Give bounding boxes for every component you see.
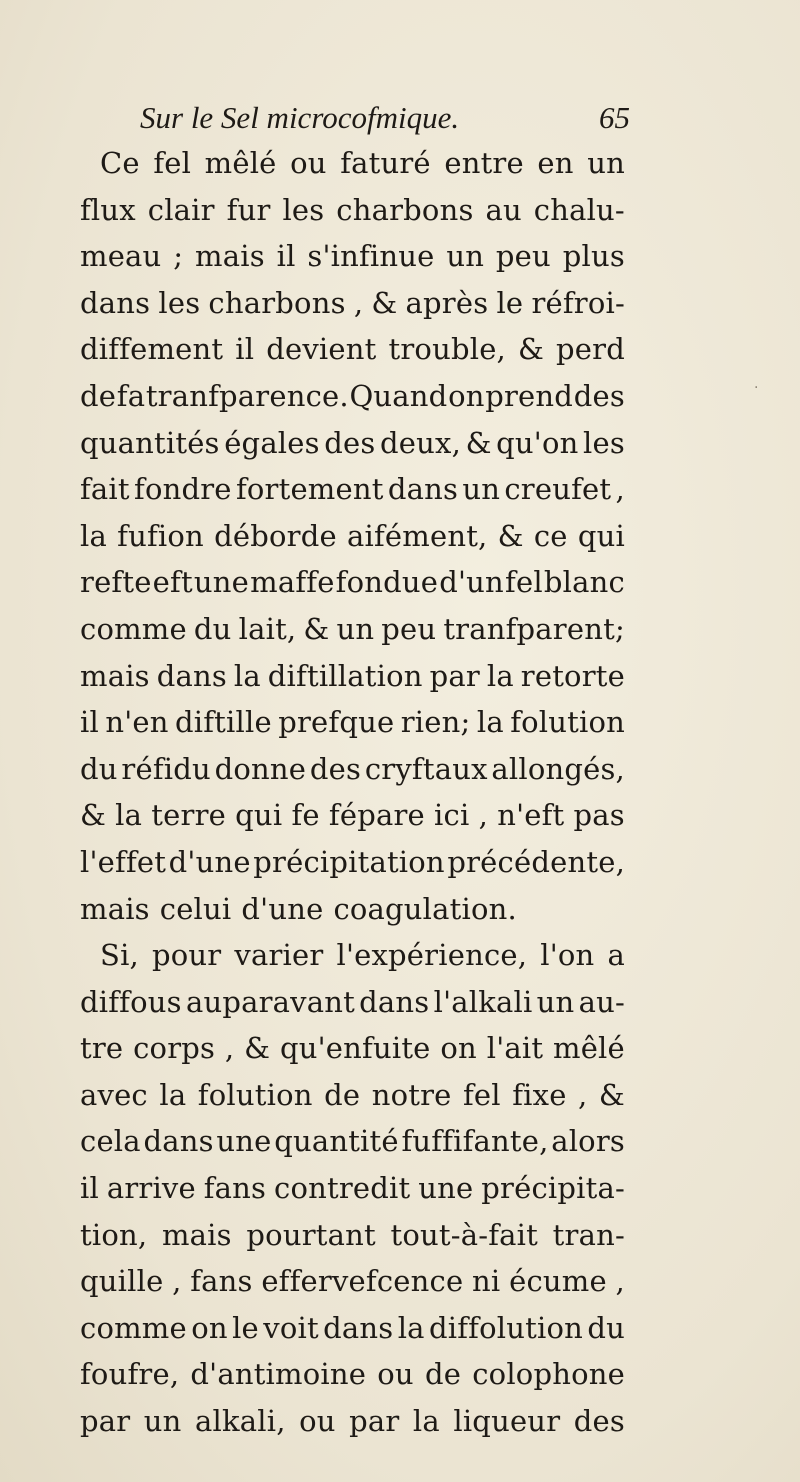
- word: folution: [510, 705, 625, 740]
- text-line: [80, 559, 625, 606]
- word: ,: [578, 1077, 588, 1112]
- text-line: [80, 1212, 625, 1259]
- text-line: [80, 653, 625, 700]
- word: fondue: [335, 565, 439, 600]
- word: retorte: [520, 658, 625, 693]
- text-line: [80, 1305, 625, 1352]
- word: peu: [381, 611, 437, 646]
- word: la: [233, 658, 261, 693]
- word: dans: [359, 984, 430, 1019]
- word: peu: [495, 239, 551, 274]
- word: fel: [505, 565, 543, 600]
- word: l'effet: [80, 844, 167, 879]
- word: allongés,: [491, 751, 625, 786]
- word: ce: [533, 518, 568, 553]
- text-line: [80, 187, 625, 234]
- word: après: [405, 285, 489, 320]
- word: du: [587, 1310, 625, 1345]
- word: refte: [80, 565, 152, 600]
- word: on: [448, 378, 485, 413]
- word: tranfparence.: [145, 378, 349, 413]
- word: des: [309, 751, 362, 786]
- word: d'une: [241, 891, 324, 926]
- word: diffolution: [429, 1310, 583, 1345]
- word: ou: [290, 146, 327, 180]
- word: ici: [434, 798, 470, 833]
- word: donne: [214, 751, 307, 786]
- word: le: [496, 285, 524, 320]
- word: &: [465, 425, 492, 460]
- word: comme: [80, 611, 187, 646]
- word: Si,: [100, 938, 139, 973]
- word: &: [80, 798, 107, 833]
- word: liqueur: [453, 1404, 561, 1439]
- word: fans: [190, 1264, 253, 1299]
- word: cryftaux: [364, 751, 488, 786]
- word: clair: [147, 192, 215, 227]
- word: la: [159, 1077, 187, 1112]
- text-line: [80, 746, 625, 793]
- word: une: [216, 1124, 272, 1159]
- word: déborde: [214, 518, 337, 553]
- word: on: [191, 1310, 228, 1345]
- word: auparavant: [185, 984, 355, 1019]
- word: foufre,: [80, 1357, 180, 1392]
- word: lait,: [238, 611, 297, 646]
- text-line: [80, 326, 625, 373]
- word: fe: [291, 798, 320, 833]
- word: faturé: [340, 146, 431, 180]
- word: fondre: [134, 472, 232, 507]
- word: diffous: [80, 984, 182, 1019]
- word: ou: [299, 1404, 336, 1439]
- word: qui: [235, 798, 283, 833]
- word: alors: [551, 1124, 625, 1159]
- word: ;: [173, 239, 184, 274]
- word: a: [607, 938, 625, 973]
- word: qu'on: [496, 425, 579, 460]
- word: les: [158, 285, 201, 320]
- word: il: [235, 332, 255, 367]
- word: mais: [161, 1217, 232, 1252]
- text-line: [80, 233, 625, 280]
- word: pourtant: [246, 1217, 376, 1252]
- text-line: [80, 373, 625, 420]
- word: égales: [224, 425, 320, 460]
- text-line: [80, 466, 625, 513]
- word: prefque: [278, 705, 395, 740]
- running-head: Sur le Sel microcofmique.: [140, 100, 460, 135]
- word: mais: [80, 891, 150, 926]
- word: &: [303, 611, 330, 646]
- word: la: [115, 798, 143, 833]
- word: du: [80, 751, 118, 786]
- word: perd: [556, 332, 625, 367]
- word: écume: [509, 1264, 607, 1299]
- word: ni: [472, 1264, 501, 1299]
- text-line: [80, 979, 625, 1026]
- word: coagulation.: [333, 891, 517, 926]
- word: le: [232, 1310, 259, 1345]
- word: précédente,: [447, 844, 625, 879]
- word: mêlé: [553, 1031, 625, 1066]
- word: dans: [156, 658, 227, 693]
- word: mais: [80, 658, 150, 693]
- word: notre: [371, 1077, 452, 1112]
- word: ,: [615, 472, 625, 507]
- word: Ce: [100, 146, 140, 180]
- word: précipita-: [481, 1171, 625, 1206]
- word: folution: [197, 1077, 313, 1112]
- word: fur: [226, 192, 271, 227]
- word: diftille: [175, 705, 272, 740]
- word: des: [573, 1404, 625, 1439]
- word: un: [143, 1404, 182, 1439]
- word: celui: [159, 891, 232, 926]
- word: dans: [80, 285, 151, 320]
- word: l'ait: [486, 1031, 544, 1066]
- word: par: [429, 658, 480, 693]
- word: devient: [266, 332, 377, 367]
- word: la: [397, 1310, 425, 1345]
- text-line: [80, 1118, 625, 1165]
- text-line: [80, 606, 625, 653]
- text-line: [80, 1165, 625, 1212]
- word: l'on: [540, 938, 595, 973]
- word: par: [80, 1404, 131, 1439]
- word: la: [412, 1404, 440, 1439]
- paper-speck: ·: [754, 380, 759, 396]
- word: en: [537, 146, 574, 180]
- word: fépare: [328, 798, 425, 833]
- word: effervefcence: [261, 1264, 464, 1299]
- word: qu'enfuite: [279, 1031, 431, 1066]
- word: Quand: [349, 378, 448, 413]
- text-line: [80, 1072, 625, 1119]
- word: de: [424, 1357, 462, 1392]
- page-number: 65: [599, 100, 630, 135]
- word: des: [573, 378, 625, 413]
- word: maffe: [250, 565, 335, 600]
- word: charbons: [336, 192, 474, 227]
- word: l'alkali: [433, 984, 533, 1019]
- word: de: [80, 378, 117, 413]
- word: entre: [444, 146, 524, 180]
- word: &: [598, 1077, 625, 1112]
- word: varier: [234, 938, 324, 973]
- word: un: [536, 984, 575, 1019]
- word: meau: [80, 239, 162, 274]
- word: on: [440, 1031, 477, 1066]
- word: un: [446, 239, 485, 274]
- word: diftillation: [267, 658, 423, 693]
- word: ,: [615, 1264, 625, 1299]
- word: réfidu: [121, 751, 211, 786]
- word: la: [80, 518, 107, 553]
- word: au-: [578, 984, 625, 1019]
- word: il: [276, 239, 296, 274]
- word: &: [497, 518, 524, 553]
- word: mais: [195, 239, 265, 274]
- page-header: [140, 100, 630, 144]
- word: quantité: [274, 1124, 399, 1159]
- word: charbons: [208, 285, 346, 320]
- word: ,: [478, 798, 489, 833]
- word: &: [371, 285, 398, 320]
- word: &: [244, 1031, 271, 1066]
- word: dans: [323, 1310, 394, 1345]
- word: mêlé: [204, 146, 277, 180]
- word: tout-à-fait: [390, 1217, 538, 1252]
- word: des: [324, 425, 376, 460]
- text-line: [80, 1025, 625, 1072]
- word: fait: [80, 472, 130, 507]
- word: au: [485, 192, 522, 227]
- word: fixe: [512, 1077, 567, 1112]
- word: du: [193, 611, 232, 646]
- word: s'infinue: [307, 239, 435, 274]
- word: colophone: [472, 1357, 625, 1392]
- word: corps: [133, 1031, 216, 1066]
- word: qui: [577, 518, 625, 553]
- word: un: [462, 472, 501, 507]
- word: précipitation: [253, 844, 445, 879]
- word: deux,: [380, 425, 462, 460]
- word: il: [80, 1171, 99, 1206]
- word: dans: [387, 472, 459, 507]
- text-line: [80, 420, 625, 467]
- word: quille: [80, 1264, 164, 1299]
- word: tre: [80, 1031, 124, 1066]
- word: plus: [562, 239, 625, 274]
- word: réfroi-: [531, 285, 625, 320]
- word: pour: [152, 938, 222, 973]
- text-line: [80, 699, 625, 746]
- text-line: [80, 1351, 625, 1398]
- word: trouble,: [388, 332, 506, 367]
- word: fufion: [117, 518, 204, 553]
- word: blanc: [543, 565, 625, 600]
- word: une: [193, 565, 250, 600]
- word: contredit: [274, 1171, 411, 1206]
- word: flux: [80, 192, 136, 227]
- word: voit: [263, 1310, 319, 1345]
- word: il: [80, 705, 99, 740]
- word: les: [282, 192, 325, 227]
- word: un: [336, 611, 375, 646]
- text-line: [80, 1398, 625, 1445]
- word: fel: [462, 1077, 501, 1112]
- text-line: [80, 839, 625, 886]
- text-line: [80, 886, 625, 933]
- word: arrive: [106, 1171, 196, 1206]
- word: ,: [172, 1264, 182, 1299]
- text-line: [80, 792, 625, 839]
- word: fortement: [235, 472, 384, 507]
- word: les: [583, 425, 625, 460]
- word: fuffifante,: [401, 1124, 549, 1159]
- word: comme: [80, 1310, 187, 1345]
- text-line: [80, 140, 625, 187]
- text-line: [80, 1258, 625, 1305]
- text-line: [80, 280, 625, 327]
- word: tranfparent;: [443, 611, 625, 646]
- word: rien;: [400, 705, 471, 740]
- word: l'expérience,: [336, 938, 528, 973]
- word: ,: [353, 285, 364, 320]
- word: d'antimoine: [190, 1357, 367, 1392]
- word: fa: [116, 378, 146, 413]
- word: ou: [377, 1357, 414, 1392]
- word: la: [486, 658, 514, 693]
- word: diffement: [80, 332, 224, 367]
- word: fel: [153, 146, 192, 180]
- word: n'eft: [497, 798, 565, 833]
- word: la: [476, 705, 504, 740]
- word: pas: [573, 798, 625, 833]
- word: quantités: [80, 425, 220, 460]
- word: par: [349, 1404, 400, 1439]
- word: &: [517, 332, 544, 367]
- word: creufet: [504, 472, 612, 507]
- word: dans: [143, 1124, 214, 1159]
- word: de: [324, 1077, 361, 1112]
- word: prend: [485, 378, 574, 413]
- word: avec: [80, 1077, 148, 1112]
- word: un: [587, 146, 625, 180]
- word: une: [418, 1171, 474, 1206]
- word: aifément,: [347, 518, 488, 553]
- word: d'une: [168, 844, 251, 879]
- word: n'en: [105, 705, 169, 740]
- word: chalu-: [533, 192, 625, 227]
- text-line: [80, 513, 625, 560]
- word: tran-: [552, 1217, 625, 1252]
- word: fans: [203, 1171, 267, 1206]
- word: tion,: [80, 1217, 148, 1252]
- text-line: [80, 932, 625, 979]
- word: ,: [224, 1031, 235, 1066]
- word: cela: [80, 1124, 141, 1159]
- body-text: [80, 140, 625, 1445]
- word: eft: [152, 565, 193, 600]
- word: terre: [151, 798, 227, 833]
- word: alkali,: [195, 1404, 286, 1439]
- word: d'un: [439, 565, 504, 600]
